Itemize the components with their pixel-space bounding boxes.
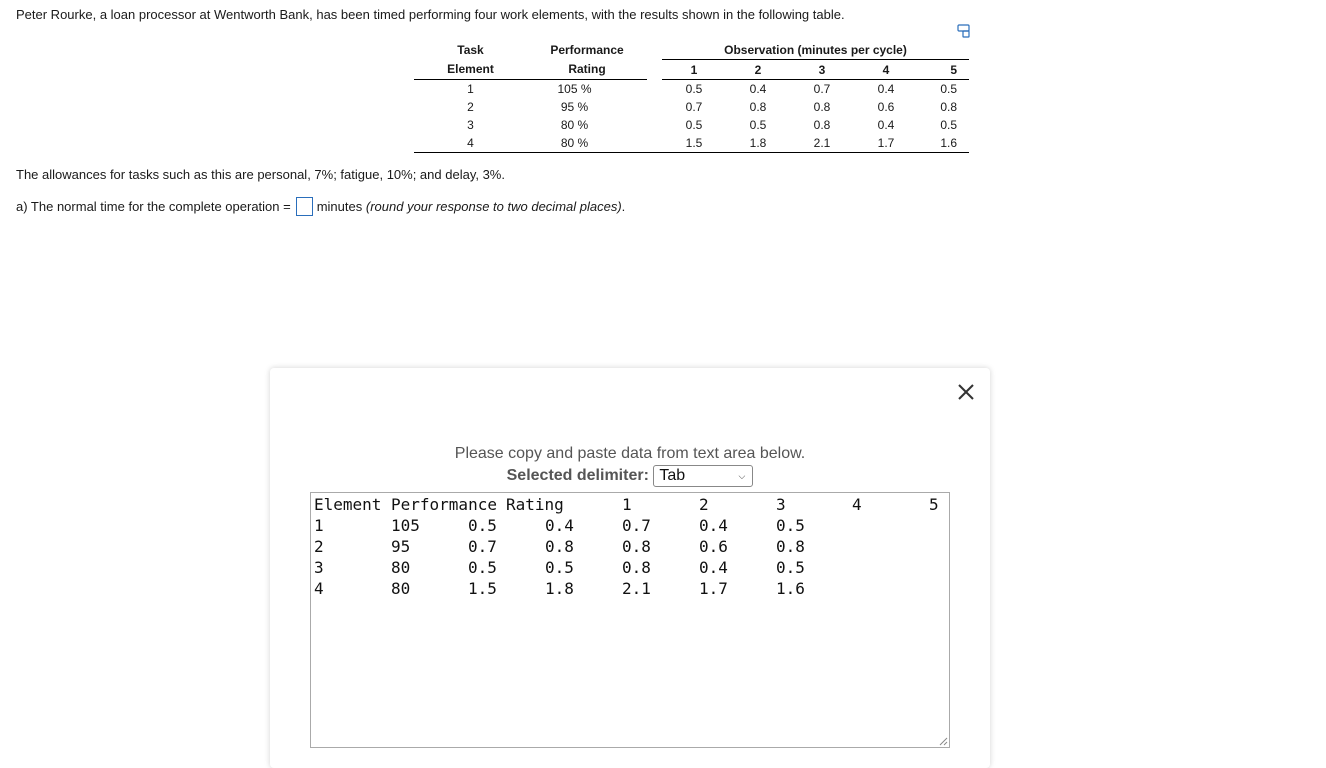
delimiter-value: Tab: [659, 467, 686, 484]
allowances-text: The allowances for tasks such as this are personal, 7%; fatigue, 10%; and delay, 3%.: [16, 167, 505, 182]
ta-cell: 0.4: [699, 516, 728, 535]
chevron-down-icon: ⌵: [738, 471, 746, 481]
delimiter-row: [270, 465, 990, 487]
header-element: Element: [414, 60, 527, 80]
cell-obs: 1.6: [918, 134, 969, 153]
ta-cell: 0.6: [699, 537, 728, 556]
ta-cell: 1.5: [468, 579, 497, 598]
cell-obs: 0.5: [749, 118, 767, 132]
table-row: [414, 80, 969, 99]
ta-cell: 0.5: [468, 516, 497, 535]
cell-element: 2: [467, 100, 474, 114]
question-suffix: .: [621, 199, 626, 214]
ta-cell: 1: [622, 495, 632, 514]
ta-cell: Performance: [391, 495, 497, 514]
ta-cell: 0.4: [699, 558, 728, 577]
cell-obs: 0.5: [940, 118, 957, 132]
cell-obs: 0.8: [813, 118, 831, 132]
ta-cell: 5: [929, 495, 939, 514]
question-a: [16, 197, 625, 216]
ta-cell: 1: [314, 516, 324, 535]
cell-obs: 0.7: [685, 100, 703, 114]
textarea-row: [311, 535, 949, 556]
data-textarea[interactable]: [310, 492, 950, 748]
header-rating: Rating: [527, 60, 647, 80]
cell-obs: 0.5: [685, 82, 703, 96]
obs-col-2: 2: [726, 60, 790, 80]
ta-cell: 1.7: [699, 579, 728, 598]
cell-obs: 0.6: [877, 100, 895, 114]
cell-rating: 105 %: [557, 82, 592, 96]
ta-cell: 0.5: [545, 558, 574, 577]
table-row: [414, 98, 969, 116]
ta-cell: 2: [699, 495, 709, 514]
ta-cell: 1.8: [545, 579, 574, 598]
obs-col-1: 1: [662, 60, 726, 80]
cell-rating: 95 %: [560, 100, 589, 114]
problem-intro: Peter Rourke, a loan processor at Wentworth Bank, has been timed performing four work elements, with the results shown in the following table.: [16, 7, 845, 22]
cell-obs: 0.4: [877, 118, 895, 132]
ta-cell: 0.5: [468, 558, 497, 577]
cell-obs: 1.7: [854, 134, 918, 153]
normal-time-answer-input[interactable]: [296, 197, 313, 216]
ta-cell: 0.8: [776, 537, 805, 556]
cell-rating: 80 %: [527, 134, 647, 153]
ta-cell: 0.8: [622, 537, 651, 556]
textarea-row: [311, 514, 949, 535]
delimiter-label: Selected delimiter:: [506, 467, 649, 484]
question-hint: (round your response to two decimal places): [365, 199, 622, 214]
delimiter-select[interactable]: [653, 465, 753, 487]
ta-cell: Element: [314, 495, 382, 514]
copy-data-dialog: [270, 368, 990, 768]
ta-cell: 2: [314, 537, 324, 556]
ta-cell: 0.5: [776, 516, 805, 535]
ta-cell: 80: [391, 579, 411, 598]
ta-cell: 2.1: [622, 579, 651, 598]
obs-col-4: 4: [854, 60, 918, 80]
ta-cell: 105: [391, 516, 420, 535]
cell-obs: 0.5: [685, 118, 703, 132]
cell-obs: 0.8: [940, 100, 957, 114]
cell-obs: 2.1: [790, 134, 854, 153]
ta-cell: Rating: [506, 495, 564, 514]
ta-cell: 0.7: [468, 537, 497, 556]
header-task: Task: [457, 42, 484, 57]
question-unit: minutes: [316, 199, 363, 214]
resize-handle-icon[interactable]: [938, 736, 948, 746]
obs-col-5: 5: [918, 60, 969, 80]
cell-element: 4: [414, 134, 527, 153]
copy-data-icon[interactable]: [957, 24, 971, 38]
ta-cell: 4: [314, 579, 324, 598]
ta-cell: 80: [391, 558, 411, 577]
cell-element: 1: [467, 82, 474, 96]
obs-col-3: 3: [790, 60, 854, 80]
close-icon[interactable]: [956, 382, 976, 402]
ta-cell: 3: [776, 495, 786, 514]
ta-cell: 4: [852, 495, 862, 514]
ta-cell: 0.7: [622, 516, 651, 535]
work-elements-table: [414, 40, 969, 153]
cell-obs: 0.8: [749, 100, 767, 114]
cell-obs: 1.5: [662, 134, 726, 153]
cell-obs: 0.5: [940, 82, 957, 96]
header-performance: Performance: [550, 42, 624, 57]
textarea-header-row: [311, 493, 949, 514]
cell-obs: 0.4: [877, 82, 895, 96]
table-row: [414, 134, 969, 153]
ta-cell: 3: [314, 558, 324, 577]
dialog-message: Please copy and paste data from text area below.: [454, 445, 806, 462]
ta-cell: 0.4: [545, 516, 574, 535]
ta-cell: 0.5: [776, 558, 805, 577]
cell-rating: 80 %: [560, 118, 589, 132]
textarea-row: [311, 556, 949, 577]
ta-cell: 95: [391, 537, 411, 556]
textarea-row: [311, 577, 949, 598]
cell-obs: 0.8: [813, 100, 831, 114]
cell-obs: 0.4: [749, 82, 767, 96]
header-observation: Observation (minutes per cycle): [662, 40, 969, 60]
cell-obs: 1.8: [726, 134, 790, 153]
question-prefix: a) The normal time for the complete operation =: [16, 199, 291, 214]
ta-cell: 0.8: [622, 558, 651, 577]
cell-element: 3: [467, 118, 474, 132]
ta-cell: 0.8: [545, 537, 574, 556]
ta-cell: 1.6: [776, 579, 805, 598]
cell-obs: 0.7: [813, 82, 831, 96]
table-row: [414, 116, 969, 134]
